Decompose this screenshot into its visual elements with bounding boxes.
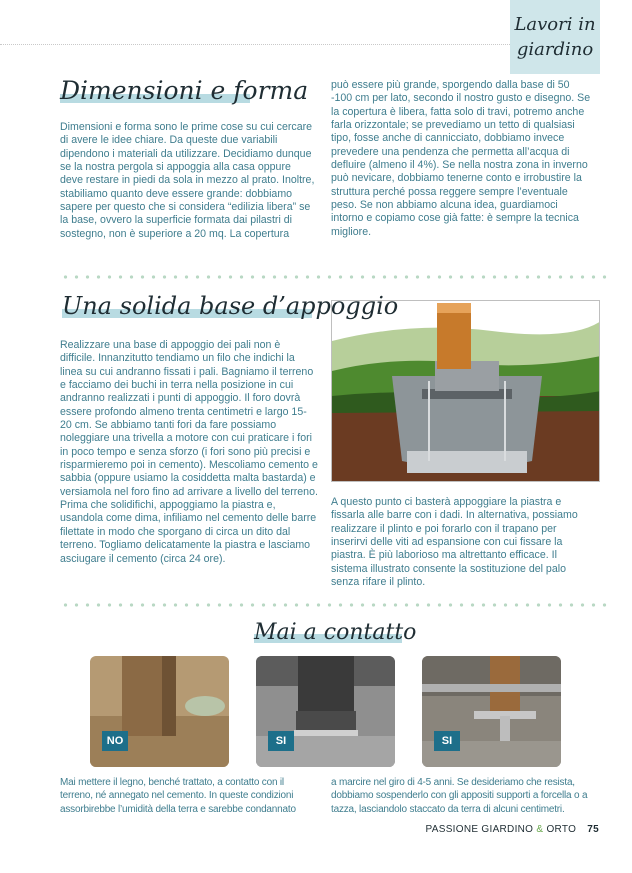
heading-text: Dimensioni e forma (60, 76, 309, 105)
badge-no: NO (102, 731, 128, 751)
section-tag-line1: Lavori in (514, 14, 596, 35)
photo-metal-cup-support (256, 656, 395, 767)
section-tag (510, 0, 600, 74)
badge-si: SI (434, 731, 460, 751)
magazine-ampersand: & (536, 824, 544, 835)
base-col2: A questo punto ci basterà appoggiare la piastra e fissarla alle barre con i dadi. In alternativa, possiamo realizzare il plinto e poi forarlo con il trapano per inserirvi delle viti ad espansione con cui fissare la piastra. È più laborioso ma altrettanto efficace. Il sistema illustrato consente la sostituzione del palo senza rifare il plinto. (331, 496, 578, 589)
heading-text: Una solida base d’appoggio (62, 292, 399, 320)
badge-si: SI (268, 731, 294, 751)
heading-dimensioni (60, 76, 308, 105)
caption-right: a marcire nel giro di 4-5 anni. Se desideriamo che resista, dobbiamo sospenderlo con gli appositi supporti a forcella o a tazza, lasciandolo staccato da terra di alcuni centimetri. (331, 777, 588, 815)
magazine-name: PASSIONE GIARDINO (425, 824, 534, 835)
heading-base (62, 292, 398, 320)
heading-contatto (254, 620, 416, 645)
top-dotted-rule (0, 44, 510, 45)
photo-wood-in-ground (90, 656, 229, 767)
heading-text: Mai a contatto (254, 620, 417, 645)
page-footer (426, 824, 599, 835)
base-col1: Realizzare una base di appoggio dei pali non è difficile. Innanzitutto tendiamo un filo che indichi la linea su cui andranno fissati i pali. Bagniamo il terreno e facciamo dei buchi in terra nella posizione in cui andranno realizzati i punti di appoggio. Il foro dovrà essere profondo almeno trenta centimetri e largo 15-20 cm. Se abbiamo tanti fori da fare possiamo noleggiare una trivella a motore con cui praticare i fori in poco tempo e senza sforzo (i fori sono più precisi e risparmieremo poi in cemento). Mescoliamo cemento e sabbia (oppure usiamo la cosiddetta malta bastarda) e versiamola nel foro fino ad arrivare a livello del terreno. Prima che solidifichi, appoggiamo la piastra e, usandola come dima, infiliamo nel cemento delle barre filettate in modo che sporgano di circa un dito dal terreno. Togliamo delicatamente la piastra e lasciamo asciugare il cemento (circa 24 ore). (60, 339, 318, 565)
leaf-divider (60, 272, 608, 282)
foundation-illustration (331, 300, 600, 482)
dimensioni-col2: può essere più grande, sporgendo dalla base di 50 -100 cm per lato, secondo il nostro gusto e disegno. Se la copertura è libera, fatta solo di travi, potremo anche farla orizzontale; se prevediamo un tetto di qualsiasi tipo, fosse anche di cannicciato, dobbiamo invece prevedere una pendenza che permetta all’acqua di defluire (almeno il 4%). Se nella nostra zona in inverno può nevicare, dobbiamo tenerne conto e irrobustire la struttura perché possa reggere sempre l’eventuale peso. Se non abbiamo alcuna idea, guardiamoci intorno e copiamo cose già fatte: è sempre la tecnica migliore. (331, 79, 591, 238)
dimensioni-col1: Dimensioni e forma sono le prime cose su cui cercare di avere le idee chiare. Da queste due variabili dipendono i materiali da utilizzare. Decidiamo dunque se la nostra pergola si appoggia alla casa oppure deve restare in piedi da sola in mezzo al prato. Inoltre, stabiliamo quanto deve essere grande: dobbiamo sapere per questo che si considera “edilizia libera” se la base, ovvero la superficie formata dai pilastri di sostegno, non è superiore a 20 mq. La copertura (60, 121, 315, 240)
magazine-name-2: ORTO (546, 824, 577, 835)
leaf-divider (60, 600, 608, 610)
photo-fork-support (422, 656, 561, 767)
caption-left: Mai mettere il legno, benché trattato, a contatto con il terreno, né annegato nel cemento. In queste condizioni assorbirebbe l’umidità della terra e sarebbe condannato (60, 777, 296, 815)
section-tag-line2: giardino (516, 39, 594, 60)
page-number: 75 (587, 824, 599, 835)
